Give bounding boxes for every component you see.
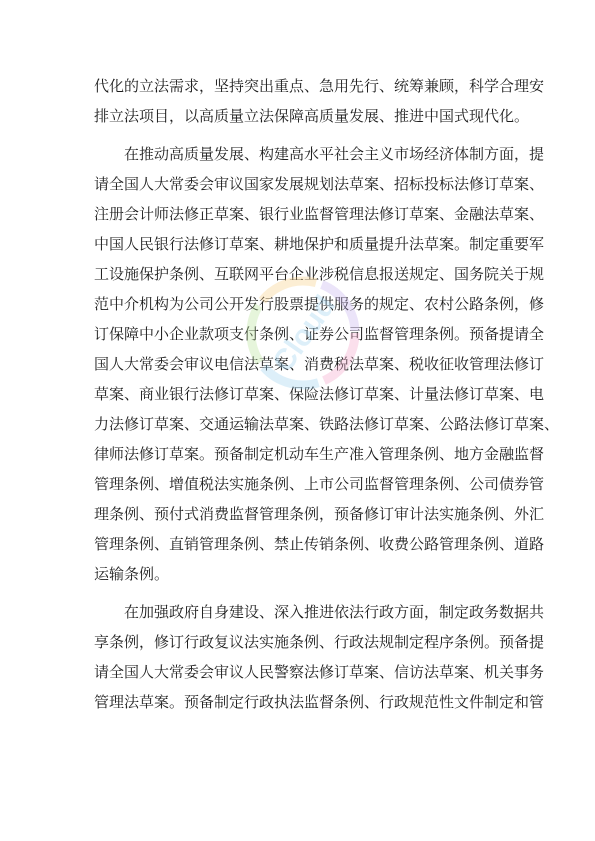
paragraph-line: 享条例，修订行政复议法实施条例、行政法规制定程序条例。预备提: [94, 633, 545, 651]
paragraph-line: 工设施保护条例、互联网平台企业涉税信息报送规定、国务院关于规: [94, 265, 545, 283]
paragraph-line: 请全国人大常委会审议人民警察法修订草案、信访法草案、机关事务: [94, 663, 545, 681]
paragraph-line: 管理条例、增值税法实施条例、上市公司监督管理条例、公司债券管: [94, 475, 545, 493]
paragraph-line: 中国人民银行法修订草案、耕地保护和质量提升法草案。制定重要军: [94, 235, 545, 253]
paragraph-line: 订保障中小企业款项支付条例、证券公司监督管理条例。预备提请全: [94, 325, 545, 343]
paragraph-first-line: [94, 597, 545, 627]
paragraph-line: 运输条例。: [94, 565, 170, 583]
paragraph-line: 管理法草案。预备制定行政执法监督条例、行政规范性文件制定和管: [94, 693, 545, 711]
paragraph-line: 国人大常委会审议电信法草案、消费税法草案、税收征收管理法修订: [94, 355, 545, 373]
watermark-text: Cloud: [266, 289, 343, 379]
paragraph-line: 排立法项目，以高质量立法保障高质量发展、推进中国式现代化。: [94, 107, 530, 125]
paragraph-line: 请全国人大常委会审议国家发展规划法草案、招标投标法修订草案、: [94, 175, 545, 193]
paragraph-line: 律师法修订草案。预备制定机动车生产准入管理条例、地方金融监督: [94, 445, 545, 463]
paragraph-2: [94, 139, 560, 589]
document-body: [94, 71, 560, 717]
paragraph-line: 范中介机构为公司公开发行股票提供服务的规定、农村公路条例，修: [94, 295, 545, 313]
paragraph-line-tail: 制定政务数据共: [439, 603, 545, 621]
paragraph-line: 管理条例、直销管理条例、禁止传销条例、收费公路管理条例、道路: [94, 535, 545, 553]
paragraph-line: 注册会计师法修正草案、银行业监督管理法修订草案、金融法草案、: [94, 205, 545, 223]
paragraph-3: [94, 597, 545, 717]
paragraph-line: 力法修订草案、交通运输法草案、铁路法修订草案、公路法修订草案、: [94, 415, 560, 433]
paragraph-line: 代化的立法需求，坚持突出重点、急用先行、统筹兼顾，科学合理安: [94, 77, 545, 95]
paragraph-line: 理条例、预付式消费监督管理条例，预备修订审计法实施条例、外汇: [94, 505, 545, 523]
paragraph-line-tail: 提: [529, 145, 545, 163]
paragraph-1: [94, 71, 545, 131]
paragraph-lead-heading: 在推动高质量发展、构建高水平社会主义市场经济体制方面，: [124, 145, 530, 163]
paragraph-lead-heading: 在加强政府自身建设、深入推进依法行政方面，: [124, 603, 440, 621]
paragraph-line: 草案、商业银行法修订草案、保险法修订草案、计量法修订草案、电: [94, 385, 545, 403]
paragraph-first-line: [94, 139, 545, 169]
